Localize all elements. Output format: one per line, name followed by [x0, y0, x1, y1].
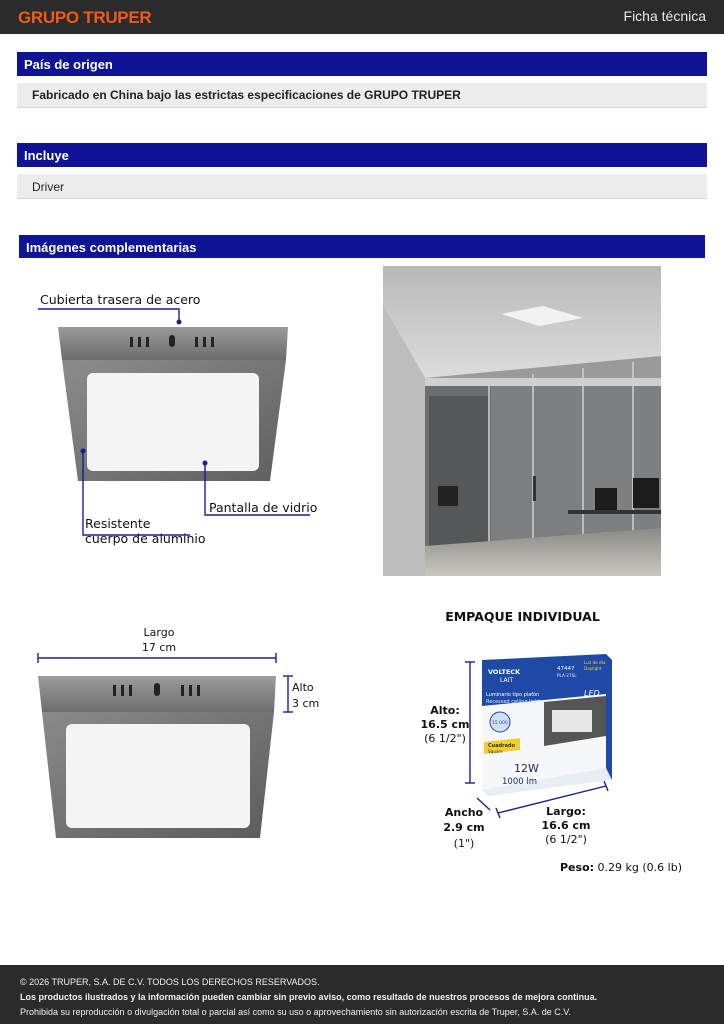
includes-item: Driver — [17, 174, 707, 199]
section-heading-origin: País de origen — [17, 52, 707, 76]
box-shape2: Square — [488, 749, 503, 754]
box-shape1: Cuadrado — [488, 743, 516, 749]
section-heading-includes: Incluye — [17, 143, 707, 167]
box-led: LED — [584, 689, 600, 698]
section-heading-images: Imágenes complementarias — [19, 235, 705, 258]
dimension-diagram — [30, 650, 300, 845]
box-tag2: Daylight — [584, 666, 602, 671]
package-largo-label: Largo: — [546, 805, 586, 818]
package-alto-label: Alto: — [430, 704, 460, 717]
room-photo — [383, 266, 661, 576]
box-desc1: Luminario tipo plafón — [486, 692, 540, 698]
top-bar — [0, 0, 724, 34]
package-alto-value: 16.5 cm — [420, 718, 470, 731]
package-box-illustration — [460, 650, 620, 825]
box-watts: 12W — [514, 762, 539, 775]
box-line: LAIT — [500, 677, 514, 684]
alto-value: 3 cm — [292, 697, 320, 710]
package-ancho-inches: (1") — [453, 837, 475, 850]
largo-value: 17 cm — [141, 641, 177, 654]
box-tag1: Luz de día — [584, 660, 606, 665]
callout-body-line1: Resistente — [85, 516, 151, 531]
footer-copyright: © 2026 TRUPER, S.A. DE C.V. TODOS LOS DERECHOS RESERVADOS. — [20, 977, 320, 987]
package-largo-value: 16.6 cm — [541, 819, 591, 832]
package-ancho-label: Ancho — [444, 806, 484, 819]
package-ancho-value: 2.9 cm — [443, 821, 485, 834]
callout-body-line2: cuerpo de aluminio — [85, 531, 206, 546]
callout-back-cover: Cubierta trasera de acero — [40, 292, 201, 307]
package-weight-label: Peso: — [560, 861, 595, 874]
box-hours: 15 000 — [492, 721, 508, 726]
brand-logo: GRUPO TRUPER — [18, 8, 152, 27]
package-largo-inches: (6 1/2") — [545, 833, 587, 846]
box-model: PLA-27SL — [557, 673, 577, 678]
callout-glass-screen: Pantalla de vidrio — [209, 500, 318, 515]
alto-label: Alto — [292, 681, 314, 694]
package-weight — [560, 860, 682, 875]
footer-prohibition: Prohibida su reproducción o divulgación total o parcial así como su uso o aprovechamiento sin autorización escrita de Truper, S.A. de C.V. — [20, 1007, 571, 1017]
box-brand: VOLTECK — [488, 668, 521, 676]
box-desc2: Recessed ceiling light — [486, 699, 541, 705]
package-alto-inches: (6 1/2") — [424, 732, 466, 745]
footer — [0, 965, 724, 1024]
box-lumens: 1000 lm — [502, 777, 537, 787]
largo-label: Largo — [143, 626, 175, 639]
box-code: 47447 — [557, 666, 575, 672]
packaging-title: EMPAQUE INDIVIDUAL — [445, 609, 600, 624]
package-weight-value: 0.29 kg (0.6 lb) — [597, 861, 682, 874]
footer-notice: Los productos ilustrados y la información pueden cambiar sin previo aviso, como resultado de nuestros procesos de mejora continua. — [20, 992, 598, 1002]
origin-text: Fabricado en China bajo las estrictas especificaciones de GRUPO TRUPER — [17, 83, 707, 108]
document-type: Ficha técnica — [623, 8, 706, 24]
